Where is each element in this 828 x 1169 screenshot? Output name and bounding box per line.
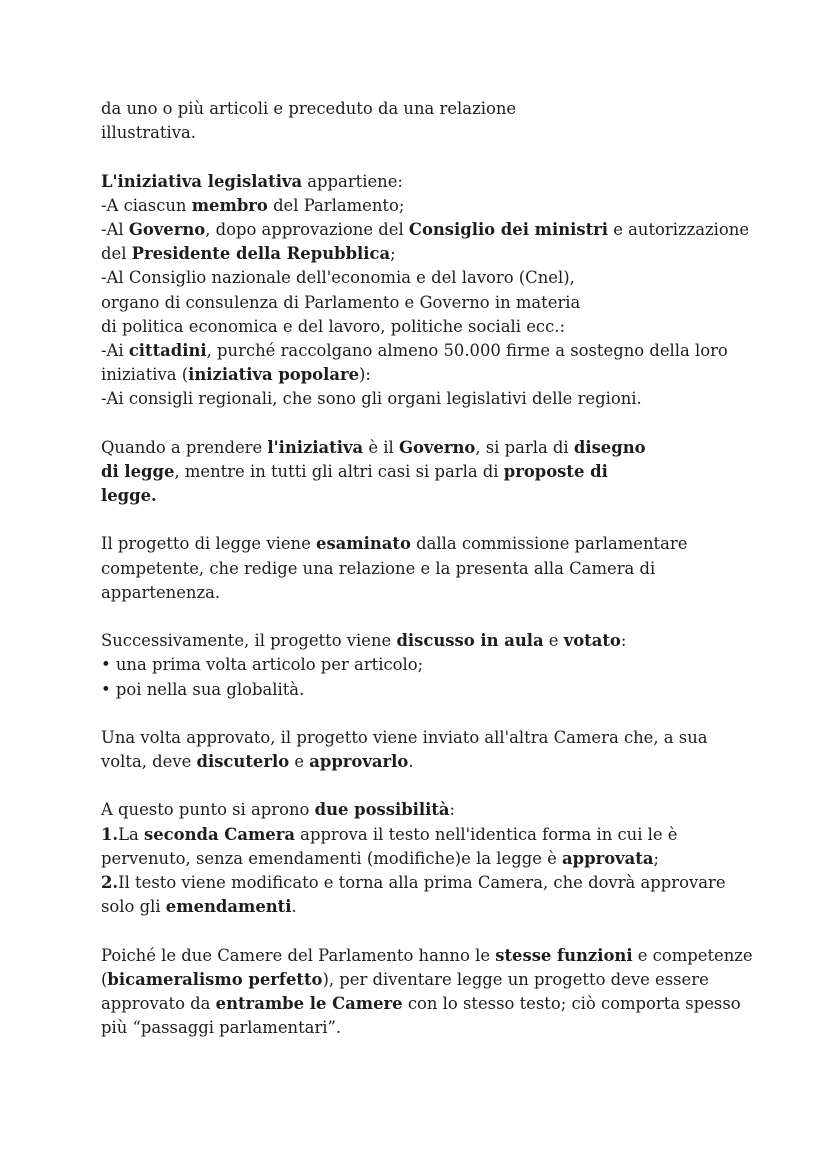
paragraph (101, 170, 801, 412)
text-span: -Ai (101, 340, 129, 360)
text-span: , purché raccolgano almeno 50.000 firme a sostegno della loro (206, 340, 728, 360)
text-span: , mentre in tutti gli altri casi si parla di (174, 461, 504, 481)
bold-text: discusso in aula (396, 631, 544, 651)
bold-text: 2. (101, 873, 119, 892)
paragraph-gap (101, 702, 801, 726)
text-span: approva il testo nell'identica forma in cui le è (294, 824, 678, 844)
bold-text: due possibilità (314, 800, 450, 820)
text-span: ( (101, 969, 108, 989)
text-span: e (289, 752, 310, 772)
text-span: -Al (101, 219, 129, 239)
bold-text: L'iniziativa legislativa (101, 171, 303, 191)
bold-text: discuterlo (196, 752, 290, 772)
paragraph (101, 944, 801, 1041)
paragraph (101, 532, 801, 605)
text-line (101, 266, 801, 290)
text-span: Il testo viene modificato e torna alla prima Camera, che dovrà approvare (118, 873, 726, 892)
text-line (101, 170, 801, 194)
text-line (101, 194, 801, 218)
text-span: iniziativa ( (101, 365, 189, 385)
paragraph-gap (101, 774, 801, 798)
bold-text: proposte di (503, 461, 608, 481)
text-line (101, 97, 801, 121)
text-line (101, 218, 801, 242)
text-span: da uno o più articoli e preceduto da una relazione (101, 99, 517, 118)
bold-text: bicameralismo perfetto (107, 969, 323, 989)
text-span: approvato da (101, 993, 216, 1013)
bold-text: disegno (573, 437, 646, 457)
text-span: ; (390, 244, 396, 264)
bold-text: esaminato (316, 534, 411, 554)
text-span: e competenze (632, 945, 753, 965)
paragraph-gap (101, 919, 801, 943)
text-span: . (408, 752, 414, 772)
text-span: appartiene: (302, 171, 403, 191)
text-line (101, 484, 801, 508)
text-line (101, 944, 801, 968)
bold-text: seconda Camera (144, 824, 295, 844)
text-line (101, 678, 801, 702)
bold-text: membro (191, 195, 268, 215)
text-span: e (543, 631, 564, 651)
bold-text: di legge (101, 461, 175, 481)
text-span: -A ciascun (101, 195, 192, 215)
bold-text: iniziativa popolare (188, 365, 360, 385)
text-span: , si parla di (475, 437, 574, 457)
paragraph (101, 436, 801, 509)
text-span: con lo stesso testo; ciò comporta spesso (402, 993, 741, 1013)
bold-text: approvata (562, 848, 654, 868)
text-line (101, 121, 801, 145)
paragraph-gap (101, 508, 801, 532)
text-span: del (101, 244, 132, 264)
text-line (101, 798, 801, 822)
bold-text: approvarlo (309, 752, 409, 772)
bold-text: entrambe le Camere (215, 993, 403, 1013)
text-span: illustrativa. (101, 123, 196, 143)
text-line (101, 992, 801, 1016)
text-span: è il (363, 437, 399, 457)
text-line (101, 653, 801, 677)
text-line (101, 242, 801, 266)
text-span: • una prima volta articolo per articolo; (101, 655, 424, 675)
text-line (101, 581, 801, 605)
text-span: e autorizzazione (608, 219, 750, 239)
bold-text: Governo (398, 437, 476, 457)
text-span: appartenenza. (101, 582, 221, 602)
text-span: ), per diventare legge un progetto deve essere (322, 969, 709, 989)
bold-text: l'iniziativa (267, 437, 364, 457)
bold-text: stesse funzioni (495, 945, 633, 965)
text-span: organo di consulenza di Parlamento e Governo in materia (101, 292, 581, 312)
text-span: -Al Consiglio nazionale dell'economia e del lavoro (Cnel), (101, 268, 575, 288)
text-line (101, 363, 801, 387)
text-line (101, 895, 801, 919)
paragraph (101, 798, 801, 919)
text-span: Il progetto di legge viene (101, 534, 317, 554)
text-line (101, 557, 801, 581)
text-line (101, 629, 801, 653)
text-line (101, 291, 801, 315)
text-span: pervenuto, senza emendamenti (modifiche)e la legge è (101, 848, 563, 868)
bold-text: 1. (101, 824, 119, 844)
bold-text: Consiglio dei ministri (408, 219, 609, 239)
text-span: • poi nella sua globalità. (101, 679, 305, 699)
text-span: A questo punto si aprono (101, 800, 315, 820)
bold-text: Governo (128, 219, 206, 239)
text-line (101, 436, 801, 460)
text-span: ): (359, 365, 371, 385)
text-line (101, 726, 801, 750)
text-span: di politica economica e del lavoro, politiche sociali ecc.: (101, 316, 565, 336)
bold-text: votato (563, 631, 621, 651)
text-span: competente, che redige una relazione e la presenta alla Camera di (101, 558, 656, 578)
text-span: ; (653, 848, 660, 868)
paragraph (101, 629, 801, 702)
text-span: volta, deve (101, 752, 197, 772)
text-span: . (291, 897, 297, 917)
paragraph-gap (101, 605, 801, 629)
paragraph (101, 726, 801, 774)
text-span: : (620, 631, 627, 651)
paragraph-gap (101, 411, 801, 435)
text-span: del Parlamento; (267, 195, 405, 215)
text-line (101, 823, 801, 847)
bold-text: legge. (101, 486, 157, 505)
text-span: più “passaggi parlamentari”. (101, 1018, 342, 1038)
text-line (101, 750, 801, 774)
text-span: Successivamente, il progetto viene (101, 631, 397, 651)
text-line (101, 387, 801, 411)
text-line (101, 968, 801, 992)
text-span: -Ai consigli regionali, che sono gli organi legislativi delle regioni. (101, 389, 642, 409)
text-line (101, 847, 801, 871)
text-span: Quando a prendere (101, 437, 268, 457)
text-line (101, 1016, 801, 1040)
paragraph-gap (101, 145, 801, 169)
text-span: , dopo approvazione del (205, 219, 409, 239)
text-line (101, 339, 801, 363)
text-span: solo gli (101, 897, 166, 917)
text-span: Una volta approvato, il progetto viene inviato all'altra Camera che, a sua (101, 727, 708, 747)
text-span: dalla commissione parlamentare (410, 534, 688, 554)
text-line (101, 460, 801, 484)
bold-text: cittadini (128, 340, 207, 360)
document-page (101, 97, 801, 1040)
text-span: : (449, 800, 456, 820)
text-line (101, 315, 801, 339)
text-span: Poiché le due Camere del Parlamento hanno le (101, 945, 496, 965)
paragraph (101, 97, 801, 145)
text-span: La (118, 824, 144, 844)
text-line (101, 871, 801, 895)
bold-text: Presidente della Repubblica (131, 244, 391, 264)
text-line (101, 532, 801, 556)
bold-text: emendamenti (165, 897, 292, 917)
